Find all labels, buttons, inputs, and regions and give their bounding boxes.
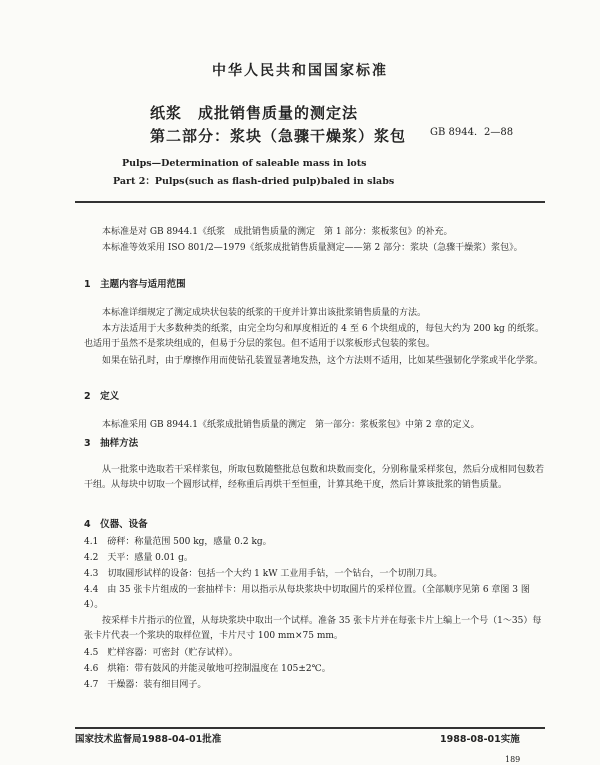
footer-implementation: 1988-08-01实施 [440, 734, 520, 745]
section-2-heading: 2 定义 [84, 391, 120, 402]
section-4-item: 4.4 由 35 张卡片组成的一套抽样卡：用以指示从每块浆块中切取圆片的采样位置。（全部顺序见第 6 章图 3 图 4）。 [84, 585, 530, 610]
section-4-item: 4.7 干燥器：装有细目网子。 [84, 680, 207, 690]
section-4-item: 4.1 磅秤：称量范围 500 kg，感量 0.2 kg。 [84, 537, 272, 547]
section-4-heading: 4 仪器、设备 [84, 519, 148, 530]
bottom-divider [75, 727, 545, 729]
section-4-item: 4.3 切取圆形试样的设备：包括一个大约 1 kW 工业用手钻，一个钻台，一个切削刀具。 [84, 569, 443, 579]
section-1-para-3: 如果在钻孔时，由于摩擦作用而使钻孔装置显著地发热，这个方法则不适用，比如某些强韧化学浆或半化学浆。 [102, 356, 544, 366]
section-3-para-1: 从一批浆中选取若干采样浆包，所取包数随整批总包数和块数而变化，分别称量采样浆包，然后分成相同包数若干组。从每块中切取一个圆形试样，经称重后再烘干至恒重，计算其绝干度，然后计算该批浆的销售质量。 [84, 465, 544, 490]
standard-code: GB 8944．2—88 [430, 127, 514, 138]
section-4-item: 4.6 烘箱：带有鼓风的并能灵敏地可控制温度在 105±2℃。 [84, 664, 331, 674]
section-1-heading: 1 主题内容与适用范围 [84, 279, 186, 290]
title-english-line1: Pulps—Determination of saleable mass in lots [122, 158, 367, 169]
section-1-para-1: 本标准详细规定了测定成块状包装的纸浆的干度并计算出该批浆销售质量的方法。 [102, 308, 427, 318]
intro-para-1: 本标准是对 GB 8944.1《纸浆 成批销售质量的测定 第 1 部分：浆板浆包》的补充。 [102, 227, 453, 237]
section-2-para-1: 本标准采用 GB 8944.1《纸浆成批销售质量的测定 第一部分：浆板浆包》中第 2 章的定义。 [102, 420, 480, 430]
top-divider [75, 201, 545, 203]
section-1-para-2: 本方法适用于大多数种类的纸浆，由完全均匀和厚度相近的 4 至 6 个块组成的，每包大约为 200 kg 的纸浆。也适用于虽然不是浆块组成的，但易于分层的浆包。但不适用于以浆板形式包装的浆包。 [84, 324, 544, 349]
section-4-item: 4.2 天平：感量 0.01 g。 [84, 553, 193, 563]
title-chinese-line2: 第二部分：浆块（急骤干燥浆）浆包 [150, 127, 407, 145]
section-3-heading: 3 抽样方法 [84, 438, 139, 449]
page-number: 189 [505, 755, 521, 764]
title-chinese-line1: 纸浆 成批销售质量的测定法 [150, 104, 359, 122]
footer-approval: 国家技术监督局1988-04-01批准 [75, 734, 222, 745]
section-4-item: 按采样卡片指示的位置，从每块浆块中取出一个试样。准备 35 张卡片并在每张卡片上编上一个号（1～35）每张卡片代表一个浆块的取样位置，卡片尺寸 100 mm×75 mm。 [84, 616, 542, 641]
section-4-item: 4.5 贮样容器：可密封（贮存试样）。 [84, 648, 238, 658]
intro-para-2: 本标准等效采用 ISO 801/2—1979《纸浆成批销售质量测定——第 2 部分：浆块（急骤干燥浆）浆包》。 [102, 243, 523, 253]
national-standard-header: 中华人民共和国国家标准 [212, 63, 388, 79]
title-english-line2: Part 2：Pulps(such as flash-dried pulp)baled in slabs [113, 176, 395, 187]
